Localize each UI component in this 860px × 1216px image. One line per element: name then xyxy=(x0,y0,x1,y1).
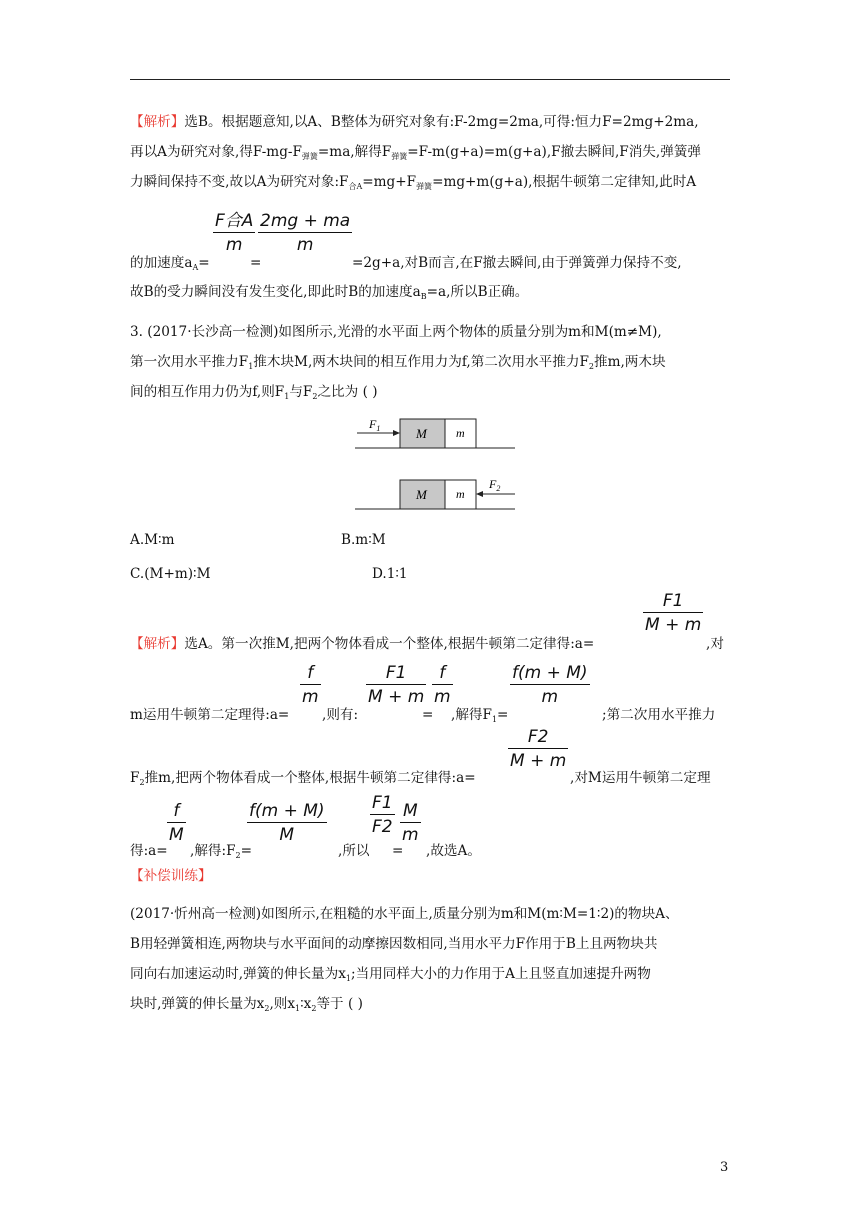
label-block-M: M xyxy=(416,426,427,441)
analysis1-line3: 力瞬间保持不变,故以A为研究对象$:F_{合A}=mg+F_{弹簧}=mg+m(g+a)$,根据牛顿第二定律知,此时A xyxy=(130,174,697,191)
analysis2-line4b: ,解得$:F_2=$ xyxy=(190,843,253,860)
analysis1-line1: 【解析】选B。根据题意知,以A、B整体为研究对象有:F-2mg=2ma,可得:恒力F=2mg+2ma, xyxy=(130,114,699,130)
analysis2-line3: $F_2$推m,把两个物体看成一个整体,根据牛顿第二定律得:a= xyxy=(130,770,476,787)
page-number: 3 xyxy=(720,1160,729,1175)
question3-line1: 3. (2017·长沙高一检测)如图所示,光滑的水平面上两个物体的质量分别为m和M(m≠M), xyxy=(130,324,662,340)
analysis2-line1-tail: ,对 xyxy=(706,636,724,652)
header-rule xyxy=(130,79,730,80)
option-d: D.1∶1 xyxy=(372,566,408,582)
analysis1-eq: = xyxy=(250,255,262,271)
fraction-M-over-m: M m xyxy=(402,801,419,845)
question3-line2: 第一次用水平推力$F_1$推木块M,两木块间的相互作用力为f,第二次用水平推力$F_2$推m,两木块 xyxy=(130,354,666,371)
fraction-f1-over-Mm: F1 M + m xyxy=(368,663,425,707)
analysis-tag: 【解析】 xyxy=(130,636,185,652)
analysis2-line1: 【解析】选A。第一次推M,把两个物体看成一个整体,根据牛顿第二定律得:a= xyxy=(130,636,595,652)
fraction-f-over-m: f m xyxy=(302,663,319,707)
arrow-head xyxy=(393,430,400,436)
supplement-tag: 【补偿训练】 xyxy=(130,868,212,884)
analysis2-line4d: ,所以 xyxy=(338,843,370,859)
arrow-head xyxy=(476,491,483,497)
analysis2-line2d: ,解得$F_1=$ xyxy=(451,707,509,724)
label-f1: $F_1$ xyxy=(369,417,381,433)
analysis2-line2: m运用牛顿第二定理得:a= xyxy=(130,707,290,723)
label-block-m: m xyxy=(456,487,465,501)
analysis2-line3-tail: ,对M运用牛顿第二定理 xyxy=(570,770,711,786)
diagram-push-m xyxy=(355,414,525,452)
analysis2-line4: 得:a= xyxy=(130,843,168,859)
fraction-fa-over-m: F合A m xyxy=(215,211,254,255)
analysis2-line4f: ,故选A。 xyxy=(426,843,481,859)
analysis2-line4e: = xyxy=(392,843,404,859)
fraction-f1-over-f2: F1 F2 xyxy=(372,793,393,837)
fraction-f2-over-Mm: F2 M + m xyxy=(510,727,567,771)
label-block-m: m xyxy=(456,426,465,440)
fraction-f-over-M: f M xyxy=(169,801,184,845)
supplement-line3: 同向右加速运动时,弹簧的伸长量为$x_1$;当用同样大小的力作用于A上且竖直加速提升两物 xyxy=(130,966,651,983)
analysis2-line2c: = xyxy=(422,707,434,723)
option-c: C.(M+m)∶M xyxy=(130,566,211,582)
analysis1-line4: 的加速度$a_A=$ xyxy=(130,255,210,272)
analysis1-line2: 再以A为研究对象,得$F-mg-F_{弹簧}=ma$,解得$F_{弹簧}=F-m(g+a)=m(g+a),F$撤去瞬间,F消失,弹簧弹 xyxy=(130,144,702,161)
fraction-fmM-over-m: f(m + M) m xyxy=(512,663,588,707)
label-f2: $F_2$ xyxy=(489,477,501,493)
fraction-f-over-m: f m xyxy=(434,663,451,707)
option-a: A.M∶m xyxy=(130,532,175,548)
diagram-push-small xyxy=(355,472,525,512)
analysis1-line5: 故B的受力瞬间没有发生变化,即此时B的加速度$a_B=a$,所以B正确。 xyxy=(130,284,529,301)
question3-line3: 间的相互作用力仍为f,则$F_1$与$F_2$之比为 ( ) xyxy=(130,384,378,401)
supplement-line4: 块时,弹簧的伸长量为$x_2$,则$x_1∶x_2$等于 ( ) xyxy=(130,996,363,1013)
analysis-tag: 【解析】 xyxy=(130,114,185,130)
analysis2-line2f: ;第二次用水平推力 xyxy=(602,707,716,723)
label-block-M: M xyxy=(416,487,427,502)
supplement-line2: B用轻弹簧相连,两物块与水平面间的动摩擦因数相同,当用水平力F作用于B上且两物块共 xyxy=(130,936,658,952)
analysis2-line2b: ,则有: xyxy=(322,707,359,723)
fraction-fmM-over-M: f(m + M) M xyxy=(249,801,325,845)
fraction-2mg-ma-over-m: 2mg + ma m xyxy=(260,211,351,255)
fraction-f1-over-Mm: F1 M + m xyxy=(645,591,702,635)
supplement-line1: (2017·忻州高一检测)如图所示,在粗糙的水平面上,质量分别为m和M(m∶M=1∶2)的物块A、 xyxy=(130,906,679,922)
analysis1-line4-rest: =2g+a,对B而言,在F撤去瞬间,由于弹簧弹力保持不变, xyxy=(352,255,682,271)
option-b: B.m∶M xyxy=(341,532,386,548)
